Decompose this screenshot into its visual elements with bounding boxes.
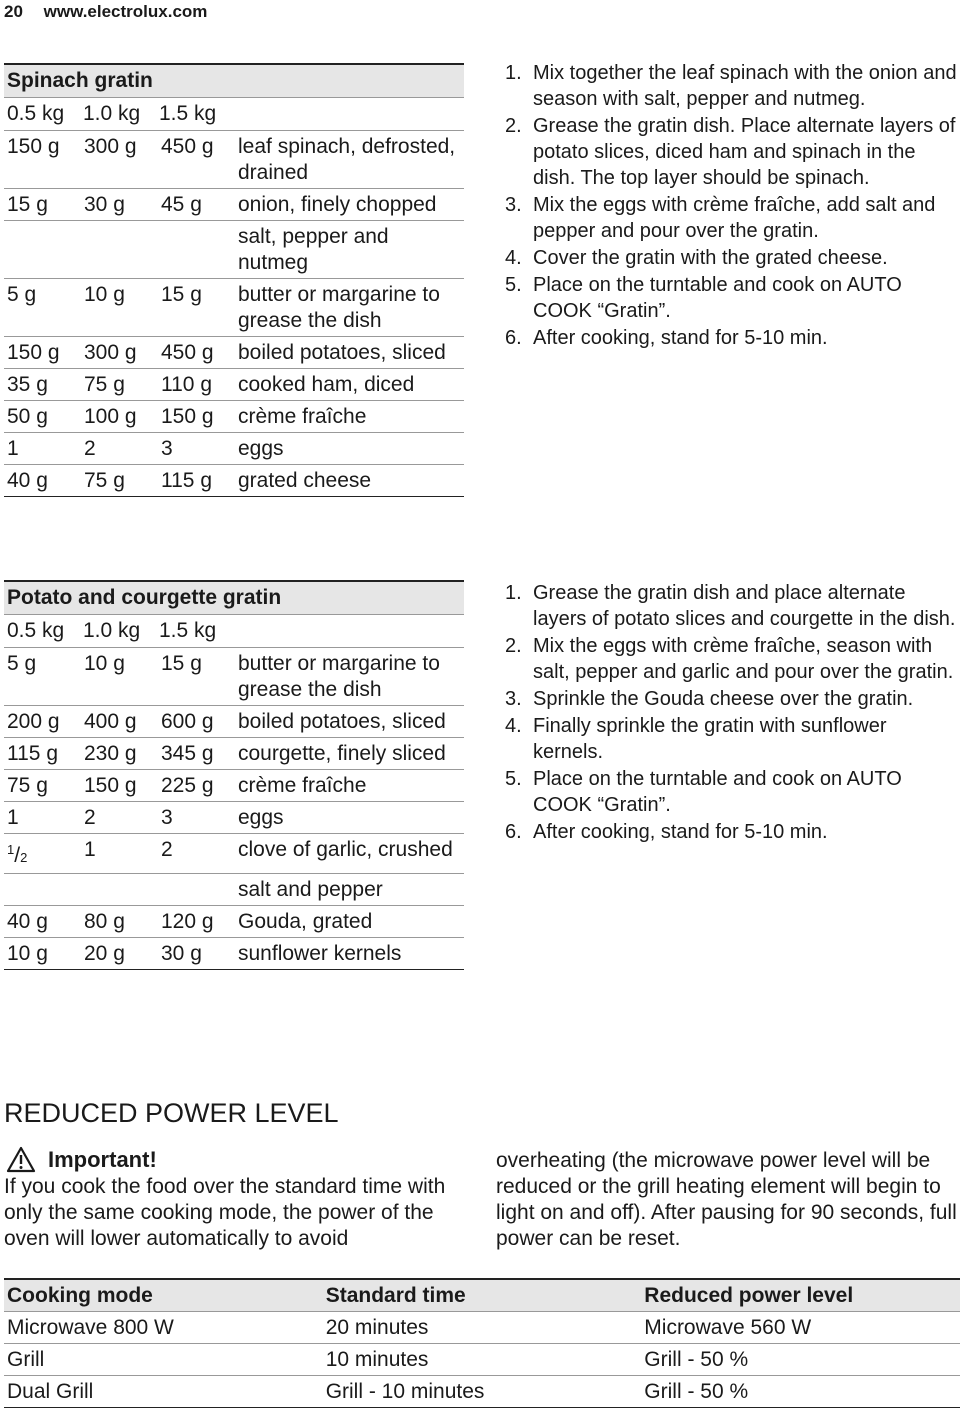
qty: 45 g xyxy=(161,193,202,216)
ingredient: eggs xyxy=(238,437,284,460)
step-item: 1. Grease the gratin dish and place alternate layers of potato slices and courgette in the dish. xyxy=(505,580,960,632)
ingredient-row xyxy=(4,874,464,906)
table-row xyxy=(4,1344,960,1376)
ingredient-row xyxy=(4,465,464,497)
important-text-left: If you cook the food over the standard time with only the same cooking mode, the power of the oven will lower automatically to avoid xyxy=(4,1175,446,1250)
qty: 300 g xyxy=(84,341,137,364)
table-row xyxy=(4,1376,960,1408)
ingredient-row xyxy=(4,369,464,401)
weight-label: 1.0 kg xyxy=(83,102,141,125)
important-label: Important! xyxy=(48,1146,157,1172)
qty: 100 g xyxy=(84,405,137,428)
qty: 5 g xyxy=(7,283,37,306)
weight-label: 1.0 kg xyxy=(83,619,141,642)
ingredient-row xyxy=(4,738,464,770)
ingredient-row xyxy=(4,706,464,738)
page-header xyxy=(4,2,223,22)
ingredient-row xyxy=(4,433,464,465)
qty: 15 g xyxy=(161,283,202,306)
qty: 2 xyxy=(84,806,96,829)
weight-label: 0.5 kg xyxy=(7,102,65,125)
ingredient: salt and pepper xyxy=(238,878,383,901)
reduced-power-table xyxy=(4,1278,960,1408)
qty: 115 g xyxy=(161,469,212,492)
table-cell: Microwave 800 W xyxy=(7,1315,174,1339)
qty: 30 g xyxy=(161,942,202,965)
weights-header xyxy=(4,615,464,648)
table-row xyxy=(4,1312,960,1344)
step-item: 3. Sprinkle the Gouda cheese over the gratin. xyxy=(505,688,914,710)
ingredient: crème fraîche xyxy=(238,405,367,428)
qty: 35 g xyxy=(7,373,48,396)
ingredient: onion, finely chopped xyxy=(238,193,437,216)
qty xyxy=(161,877,238,903)
qty: 10 g xyxy=(84,652,125,675)
step-item: 6. After cooking, stand for 5-10 min. xyxy=(505,327,828,349)
ingredient-row xyxy=(4,938,464,970)
qty: 40 g xyxy=(7,469,48,492)
ingredient-row xyxy=(4,834,464,874)
ingredient: salt, pepper and nutmeg xyxy=(238,225,389,274)
recipe-table-spinach-gratin xyxy=(4,63,464,497)
column-header: Reduced power level xyxy=(644,1283,854,1307)
qty: 5 g xyxy=(7,652,37,675)
qty xyxy=(7,224,84,276)
qty: 225 g xyxy=(161,774,214,797)
column-header: Standard time xyxy=(325,1283,466,1307)
ingredient: cooked ham, diced xyxy=(238,373,415,396)
qty xyxy=(84,877,161,903)
ingredient: courgette, finely sliced xyxy=(238,742,446,765)
ingredient: butter or margarine to grease the dish xyxy=(238,283,440,332)
qty: 230 g xyxy=(84,742,137,765)
qty: 2 xyxy=(161,838,173,861)
warning-icon xyxy=(6,1146,36,1173)
step-text: Grease the gratin dish and place alternate layers of potato slices and courgette in the dish. xyxy=(533,582,956,630)
recipe-title: Spinach gratin xyxy=(4,63,464,98)
weight-label: 0.5 kg xyxy=(7,619,65,642)
ingredient: clove of garlic, crushed xyxy=(238,838,453,861)
step-item: 5. Place on the turntable and cook on AUTO COOK “Gratin”. xyxy=(505,766,960,818)
weights-header xyxy=(4,98,464,131)
important-text-right: overheating (the microwave power level will be reduced or the grill heating element will begin to light on and off). After pausing for 90 seconds, full power can be reset. xyxy=(496,1149,957,1250)
table-header-row xyxy=(4,1279,960,1312)
step-item: 5. Place on the turntable and cook on AUTO COOK “Gratin”. xyxy=(505,272,960,324)
ingredient-row xyxy=(4,279,464,337)
step-item: 6. After cooking, stand for 5-10 min. xyxy=(505,821,828,843)
table-cell: Grill xyxy=(7,1347,45,1371)
step-text: Mix the eggs with crème fraîche, add salt and pepper and pour over the gratin. xyxy=(533,194,936,242)
column-header: Cooking mode xyxy=(7,1283,153,1307)
qty: 150 g xyxy=(7,341,60,364)
weight-label: 1.5 kg xyxy=(159,102,217,125)
weight-label: 1.5 kg xyxy=(159,619,217,642)
table-cell: Grill - 10 minutes xyxy=(325,1379,485,1403)
step-item: 4. Cover the gratin with the grated cheese. xyxy=(505,247,888,269)
ingredient: eggs xyxy=(238,806,284,829)
recipe-title: Potato and courgette gratin xyxy=(4,580,464,615)
qty: 450 g xyxy=(161,135,214,158)
step-text: Grease the gratin dish. Place alternate layers of potato slices, diced ham and spinach in the dish. The top layer should be spinach. xyxy=(533,115,956,189)
ingredient-row xyxy=(4,221,464,279)
qty: 150 g xyxy=(161,405,214,428)
ingredient-row xyxy=(4,770,464,802)
qty: 1 xyxy=(7,806,19,829)
step-text: Finally sprinkle the gratin with sunflower kernels. xyxy=(533,715,887,763)
qty: 10 g xyxy=(84,283,125,306)
table-cell: 10 minutes xyxy=(325,1347,429,1371)
qty: 150 g xyxy=(7,135,60,158)
ingredient: crème fraîche xyxy=(238,774,367,797)
ingredient-row xyxy=(4,906,464,938)
step-text: Cover the gratin with the grated cheese. xyxy=(533,247,888,269)
ingredient: boiled potatoes, sliced xyxy=(238,710,446,733)
step-text: Mix together the leaf spinach with the onion and season with salt, pepper and nutmeg. xyxy=(533,62,957,110)
ingredient-row xyxy=(4,189,464,221)
qty: 15 g xyxy=(161,652,202,675)
qty: 20 g xyxy=(84,942,125,965)
qty: 10 g xyxy=(7,942,48,965)
table-cell: 20 minutes xyxy=(325,1315,429,1339)
qty: $^1$/2 xyxy=(7,842,28,867)
website-link[interactable]: www.electrolux.com xyxy=(43,2,208,21)
step-item: 2. Mix the eggs with crème fraîche, season with salt, pepper and garlic and pour over the gratin. xyxy=(505,633,960,685)
qty: 15 g xyxy=(7,193,48,216)
step-item: 2. Grease the gratin dish. Place alternate layers of potato slices, diced ham and spinach in the dish. The top layer should be spinach. xyxy=(505,113,960,191)
ingredient: sunflower kernels xyxy=(238,942,402,965)
qty: 120 g xyxy=(161,910,214,933)
qty: 400 g xyxy=(84,710,137,733)
qty: 75 g xyxy=(84,469,125,492)
qty: 75 g xyxy=(84,373,125,396)
qty: 150 g xyxy=(84,774,137,797)
qty: 80 g xyxy=(84,910,125,933)
recipe-steps-spinach xyxy=(505,60,960,352)
important-notice xyxy=(6,1146,157,1173)
table-cell: Grill - 50 % xyxy=(644,1379,749,1403)
qty: 345 g xyxy=(161,742,214,765)
ingredient-row xyxy=(4,401,464,433)
step-text: Sprinkle the Gouda cheese over the gratin. xyxy=(533,688,914,710)
qty: 3 xyxy=(161,806,173,829)
step-item: 3. Mix the eggs with crème fraîche, add salt and pepper and pour over the gratin. xyxy=(505,192,960,244)
ingredient: grated cheese xyxy=(238,469,372,492)
step-item: 4. Finally sprinkle the gratin with sunflower kernels. xyxy=(505,713,960,765)
ingredient-row xyxy=(4,802,464,834)
step-text: After cooking, stand for 5-10 min. xyxy=(533,821,828,843)
qty: 1 xyxy=(84,838,96,861)
step-text: Mix the eggs with crème fraîche, season with salt, pepper and garlic and pour over the gratin. xyxy=(533,635,954,683)
recipe-table-potato-courgette-gratin xyxy=(4,580,464,970)
section-title-reduced-power: REDUCED POWER LEVEL xyxy=(4,1098,339,1128)
table-cell: Microwave 560 W xyxy=(644,1315,812,1339)
qty: 450 g xyxy=(161,341,214,364)
ingredient-row xyxy=(4,337,464,369)
qty: 600 g xyxy=(161,710,214,733)
qty: 110 g xyxy=(161,373,212,396)
qty: 40 g xyxy=(7,910,48,933)
qty: 1 xyxy=(7,437,19,460)
step-text: Place on the turntable and cook on AUTO COOK “Gratin”. xyxy=(533,274,902,322)
qty xyxy=(161,224,238,276)
qty xyxy=(84,224,161,276)
qty: 3 xyxy=(161,437,173,460)
qty: 115 g xyxy=(7,742,58,765)
ingredient: boiled potatoes, sliced xyxy=(238,341,446,364)
qty: 200 g xyxy=(7,710,60,733)
table-cell: Dual Grill xyxy=(7,1379,94,1403)
table-cell: Grill - 50 % xyxy=(644,1347,749,1371)
ingredient-row xyxy=(4,648,464,706)
qty: 50 g xyxy=(7,405,48,428)
qty: 30 g xyxy=(84,193,125,216)
ingredient-row xyxy=(4,131,464,189)
qty xyxy=(7,877,84,903)
recipe-steps-potato-courgette xyxy=(505,580,960,846)
step-text: After cooking, stand for 5-10 min. xyxy=(533,327,828,349)
qty: 75 g xyxy=(7,774,48,797)
qty: 2 xyxy=(84,437,96,460)
step-text: Place on the turntable and cook on AUTO COOK “Gratin”. xyxy=(533,768,902,816)
ingredient: butter or margarine to grease the dish xyxy=(238,652,440,701)
step-item: 1. Mix together the leaf spinach with the onion and season with salt, pepper and nutmeg. xyxy=(505,60,960,112)
qty: 300 g xyxy=(84,135,137,158)
ingredient: leaf spinach, defrosted, drained xyxy=(238,135,456,184)
ingredient: Gouda, grated xyxy=(238,910,373,933)
page-number: 20 xyxy=(4,2,23,21)
